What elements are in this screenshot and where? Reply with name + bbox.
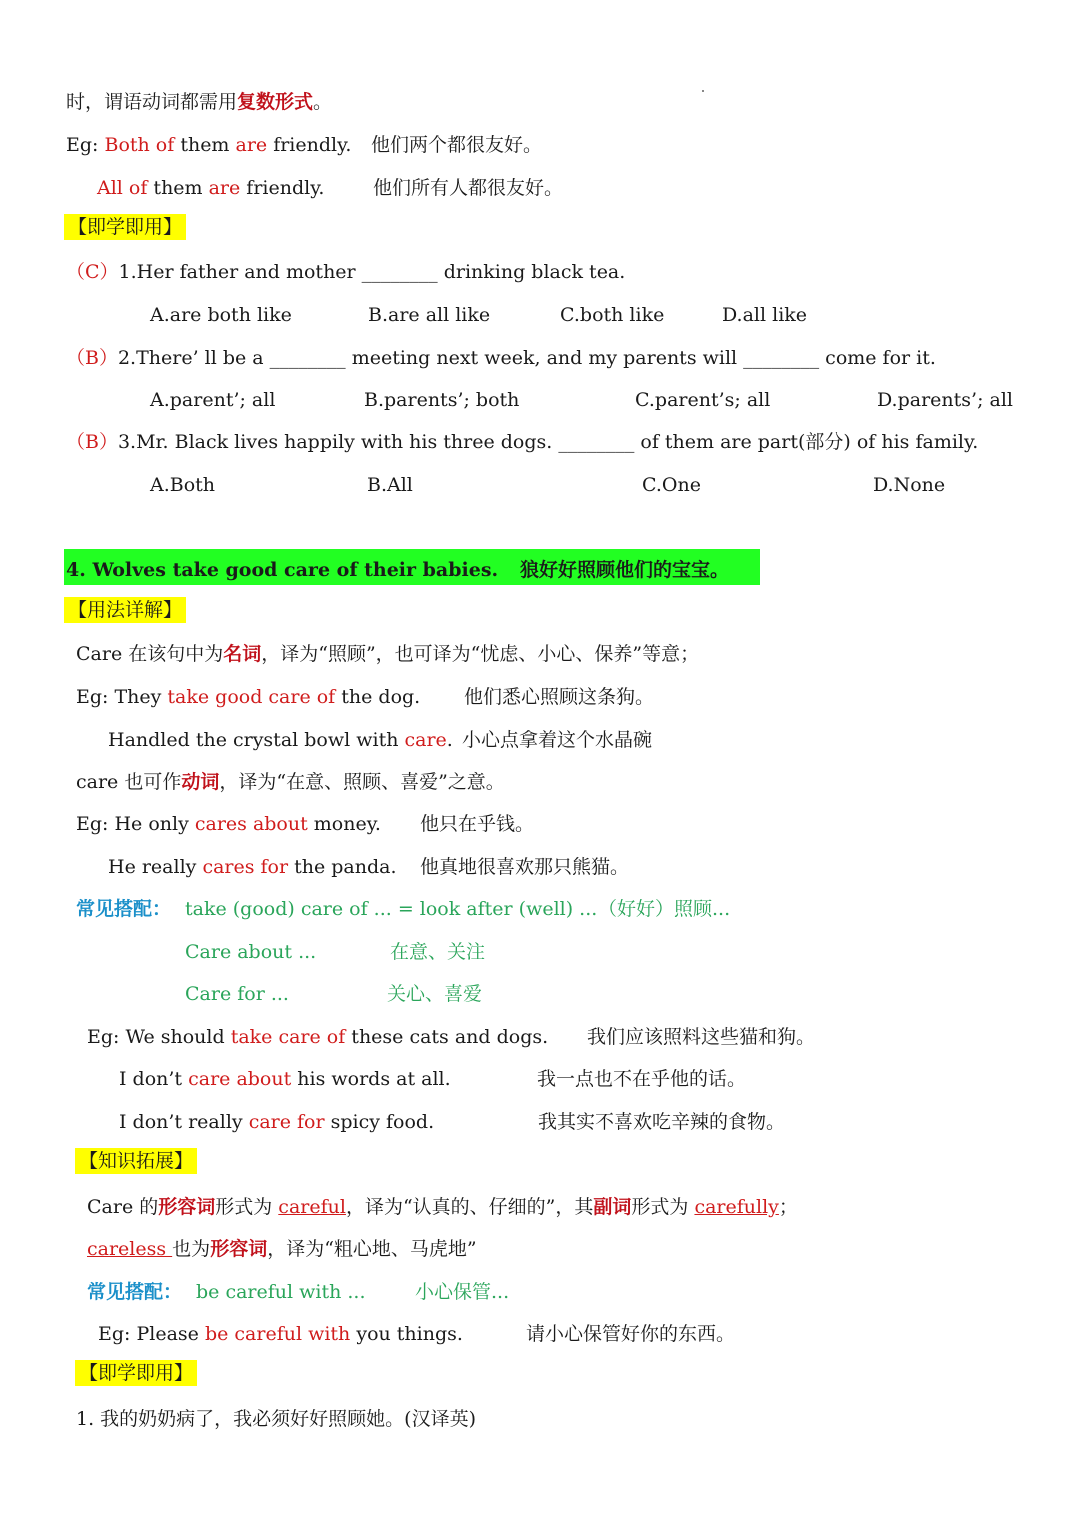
- example-take-good-care: Eg: They take good care of the dog.: [76, 686, 421, 708]
- example-both-translation: 他们两个都很友好。: [371, 134, 543, 156]
- q2-option-a: A.parent’; all: [150, 389, 276, 411]
- example-care-about-translation: 我一点也不在乎他的话。: [537, 1068, 747, 1090]
- q1-option-d: D.all like: [722, 304, 808, 326]
- q1-option-a: A.are both like: [150, 304, 292, 326]
- example-cares-about-translation: 他只在乎钱。: [420, 813, 535, 835]
- question-3: （B）3.Mr. Black lives happily with his three dogs. ________ of them are part(部分) of his family.: [66, 431, 979, 453]
- tag-extend: 【知识拓展】: [75, 1148, 197, 1174]
- answer-badge: （C）: [66, 261, 119, 283]
- answer-badge: （B）: [66, 431, 118, 453]
- collocation-item: be careful with ...: [196, 1281, 366, 1303]
- q1-option-b: B.are all like: [368, 304, 491, 326]
- example-take-care-of: Eg: We should take care of these cats and dogs.: [87, 1026, 549, 1048]
- collocation-item: Care for ...: [185, 983, 289, 1005]
- example-care-about: I don’t care about his words at all.: [119, 1068, 451, 1090]
- careless-note: careless 也为形容词，译为“粗心地、马虎地”: [87, 1238, 477, 1260]
- tag-usage: 【用法详解】: [64, 597, 186, 623]
- tag-practice-2: 【即学即用】: [75, 1360, 197, 1386]
- example-with-care-translation: 小心点拿着这个水晶碗: [462, 729, 653, 751]
- example-take-care-of-translation: 我们应该照料这些猫和狗。: [587, 1026, 816, 1048]
- example-cares-about: Eg: He only cares about money.: [76, 813, 381, 835]
- q3-option-b: B.All: [367, 474, 413, 496]
- tag-practice: 【即学即用】: [64, 214, 186, 240]
- example-be-careful-with: Eg: Please be careful with you things.: [98, 1323, 463, 1345]
- collocation-label: 常见搭配：: [87, 1281, 183, 1303]
- q3-option-c: C.One: [642, 474, 701, 496]
- section-heading-en: 4. Wolves take good care of their babies.: [66, 559, 499, 581]
- q2-option-c: C.parent’s; all: [635, 389, 771, 411]
- collocation-item: Care about ...: [185, 941, 317, 963]
- question-2: （B）2.There’ ll be a ________ meeting next week, and my parents will ________ come for it.: [66, 347, 936, 369]
- question-1: （C）1.Her father and mother ________ drinking black tea.: [66, 261, 626, 283]
- example-all: All of them are friendly.: [97, 177, 325, 199]
- example-all-translation: 他们所有人都很友好。: [373, 177, 564, 199]
- plural-note: 时，谓语动词都需用复数形式。: [66, 91, 333, 113]
- q2-option-d: D.parents’; all: [877, 389, 1013, 411]
- scan-dot: [702, 90, 704, 92]
- collocation-item-cn: （好好）照顾...: [598, 898, 731, 920]
- collocation-item-cn: 小心保管...: [415, 1281, 510, 1303]
- collocation-item-cn: 关心、喜爱: [387, 983, 483, 1005]
- example-with-care: Handled the crystal bowl with care.: [108, 729, 453, 751]
- example-care-for: I don’t really care for spicy food.: [119, 1111, 435, 1133]
- collocation-item-cn: 在意、关注: [390, 941, 486, 963]
- collocation-item: take (good) care of ... = look after (well) ...: [185, 898, 598, 920]
- care-verb-note: care 也可作动词，译为“在意、照顾、喜爱”之意。: [76, 771, 505, 793]
- q2-option-b: B.parents’; both: [364, 389, 520, 411]
- translation-task-1: 1. 我的奶奶病了，我必须好好照顾她。(汉译英): [76, 1408, 476, 1430]
- example-take-good-care-translation: 他们悉心照顾这条狗。: [464, 686, 655, 708]
- example-both: Eg: Both of them are friendly.: [66, 134, 352, 156]
- answer-badge: （B）: [66, 347, 118, 369]
- adjective-note: Care 的形容词形式为 careful，译为“认真的、仔细的”，其副词形式为 carefully；: [87, 1196, 798, 1218]
- example-cares-for: He really cares for the panda.: [108, 856, 397, 878]
- section-heading-cn: 狼好好照顾他们的宝宝。: [520, 559, 730, 581]
- q1-option-c: C.both like: [560, 304, 665, 326]
- q3-option-a: A.Both: [150, 474, 216, 496]
- example-cares-for-translation: 他真地很喜欢那只熊猫。: [420, 856, 630, 878]
- example-be-careful-with-translation: 请小心保管好你的东西。: [526, 1323, 736, 1345]
- care-noun-note: Care 在该句中为名词，译为“照顾”，也可译为“忧虑、小心、保养”等意；: [76, 643, 700, 665]
- q3-option-d: D.None: [873, 474, 946, 496]
- collocation-label: 常见搭配：: [76, 898, 172, 920]
- example-care-for-translation: 我其实不喜欢吃辛辣的食物。: [538, 1111, 786, 1133]
